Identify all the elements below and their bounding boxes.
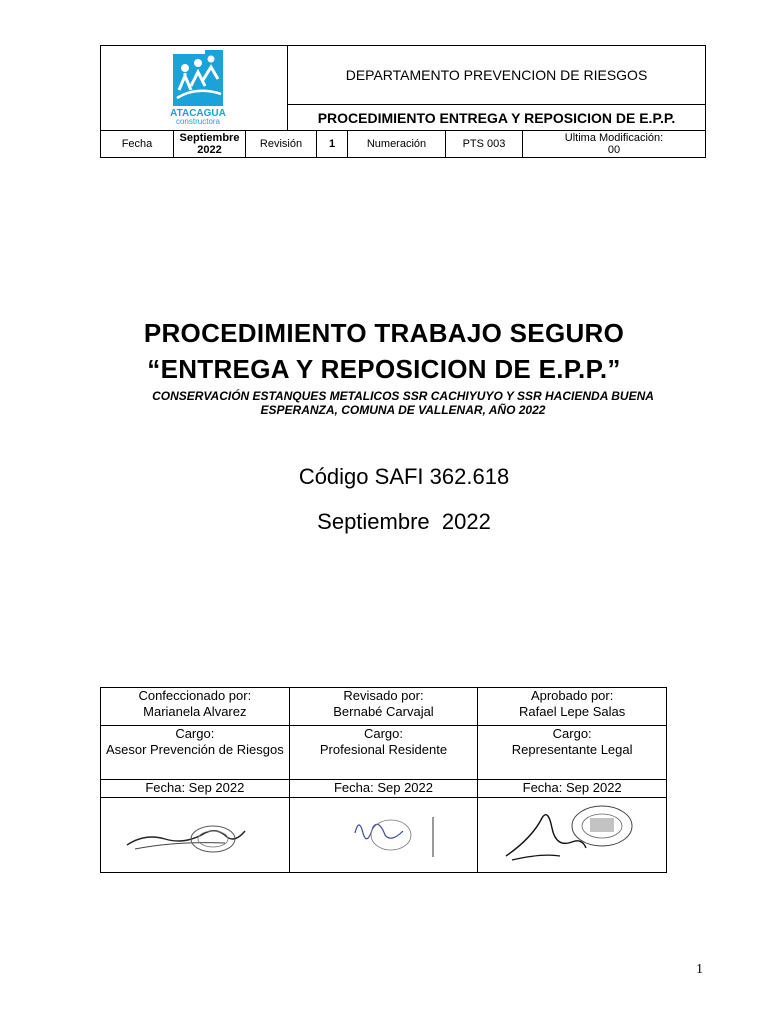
page-number: 1	[696, 962, 703, 977]
approved-signature	[482, 798, 662, 868]
signature-table	[100, 687, 667, 873]
approved-label: Aprobado por:	[530, 688, 614, 703]
cargo-label: Cargo:	[363, 726, 403, 741]
header-meta-row	[101, 130, 705, 157]
approved-signature-cell	[478, 798, 667, 873]
prepared-signature-cell	[101, 798, 290, 873]
prepared-cargo: Asesor Prevención de Riesgos	[105, 742, 284, 757]
svg-text:constructora: constructora	[175, 117, 221, 126]
title-line-1: PROCEDIMIENTO TRABAJO SEGURO	[143, 318, 625, 348]
revision-value: 1	[317, 131, 348, 157]
prepared-date: Fecha: Sep 2022	[101, 780, 290, 798]
approved-date: Fecha: Sep 2022	[478, 780, 667, 798]
prepared-cargo-cell	[101, 726, 290, 780]
signature-images-row	[101, 798, 667, 873]
fecha-value: Septiembre 2022	[174, 131, 246, 157]
subtitle-line-1: CONSERVACIÓN ESTANQUES METALICOS SSR CACHIYUYO Y SSR HACIENDA BUENA	[152, 389, 654, 403]
numeracion-label: Numeración	[348, 131, 446, 157]
ultima-value: 00	[607, 144, 621, 156]
prepared-signature	[105, 803, 285, 863]
reviewed-by-cell	[289, 688, 478, 726]
document-header	[100, 45, 706, 158]
signature-names-row	[101, 688, 667, 726]
reviewed-signature	[293, 803, 473, 863]
approved-by-cell	[478, 688, 667, 726]
company-logo	[101, 46, 288, 130]
approved-cargo: Representante Legal	[511, 742, 633, 757]
department-title: DEPARTAMENTO PREVENCION DE RIESGOS	[345, 67, 648, 83]
reviewed-signature-cell	[289, 798, 478, 873]
ultima-label: Ultima Modificación:	[564, 132, 664, 144]
approved-name: Rafael Lepe Salas	[519, 704, 626, 719]
prepared-name: Marianela Alvarez	[143, 704, 247, 719]
safi-code: Código SAFI 362.618	[298, 464, 510, 489]
cargo-label: Cargo:	[552, 726, 592, 741]
cargo-label: Cargo:	[175, 726, 215, 741]
svg-text:ATACAGUA: ATACAGUA	[170, 108, 226, 119]
numeracion-value: PTS 003	[446, 131, 523, 157]
procedure-header-title: PROCEDIMIENTO ENTREGA Y REPOSICION DE E.P.P.	[288, 104, 705, 130]
reviewed-cargo-cell	[289, 726, 478, 780]
reviewed-name: Bernabé Carvajal	[333, 704, 434, 719]
signature-date-row	[101, 780, 667, 798]
revision-label: Revisión	[246, 131, 317, 157]
reviewed-cargo: Profesional Residente	[319, 742, 448, 757]
document-date: Septiembre 2022	[317, 509, 491, 534]
reviewed-label: Revisado por:	[343, 688, 424, 703]
approved-cargo-cell	[478, 726, 667, 780]
ultima-modificacion	[523, 131, 705, 157]
signature-cargo-row	[101, 726, 667, 780]
subtitle-line-2: ESPERANZA, COMUNA DE VALLENAR, AÑO 2022	[260, 403, 546, 417]
prepared-by-cell	[101, 688, 290, 726]
fecha-label: Fecha	[101, 131, 174, 157]
logo-cell	[101, 46, 288, 130]
prepared-label: Confeccionado por:	[138, 688, 252, 703]
title-line-2: “ENTREGA Y REPOSICION DE E.P.P.”	[147, 354, 621, 384]
reviewed-date: Fecha: Sep 2022	[289, 780, 478, 798]
